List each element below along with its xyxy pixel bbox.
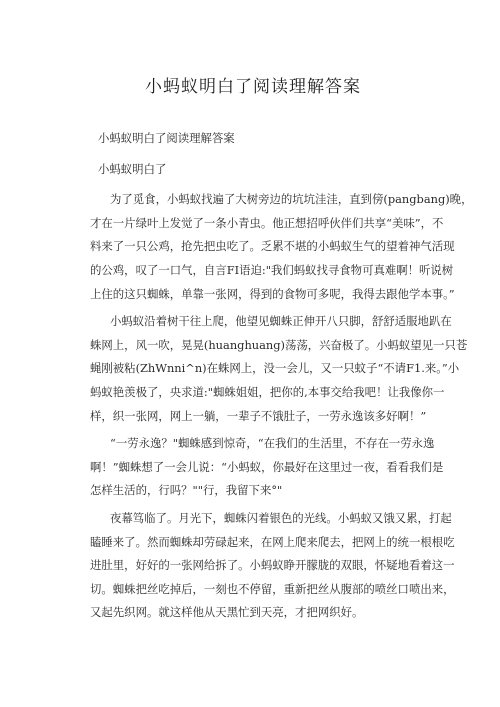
text-line: 蛛网上，风一吹，晃晃(huanghuang)荡荡，兴奋极了。小蚂蚁望见一只苍 (90, 337, 468, 352)
subtitle-story: 小蚂蚁明白了 (98, 161, 167, 176)
text-line: “一劳永逸？"蜘蛛感到惊奇，“在我们的生活里，不存在一劳永逸 (110, 436, 435, 451)
text-line: 蝇刚被粘(ZhWnni^n)在蛛网上，没一会儿，又一只蚊子“不请F1.来。”小 (90, 361, 460, 376)
text-line: 瞌睡来了。然而蜘蛛却劳碌起来，在网上爬来爬去，把网上的统一根根吃 (90, 534, 455, 549)
text-line: 又起先织网。就这样他从天黑忙到天亮，才把网织好。 (90, 605, 364, 620)
text-line: 小蚂蚁沿着树干往上爬，他望见蜘蛛正伸开八只脚，舒舒适服地趴在 (110, 314, 452, 329)
text-line: 为了觅食，小蚂蚁找遍了大树旁边的坑坑洼洼，直到傍(pangbang)晚， (110, 192, 473, 207)
text-line: 上住的这只蜘蛛，单靠一张网，得到的食物可多呢，我得去跟他学本事。” (90, 286, 455, 301)
paragraph-2 (90, 310, 468, 428)
text-line: 切。蜘蛛把丝吃掉后，一刻也不停留，重新把丝从腹部的喷丝口喷出来， (90, 581, 455, 596)
paragraph-3 (90, 432, 444, 503)
text-line: 料来了一只公鸡，抢先把虫吃了。乏累不堪的小蚂蚁生气的望着神气活现 (90, 239, 455, 254)
subtitle-answer: 小蚂蚁明白了阅读理解答案 (98, 131, 235, 145)
text-line: 夜幕笃临了。月光下，蜘蛛闪着银色的光线。小蚂蚁又饿又累，打起 (110, 510, 452, 525)
text-line: 的公鸡，叹了一口气，自言FI语迫:"我们蚂蚁找寻食物可真难啊！听说树 (90, 262, 454, 277)
paragraph-4 (90, 507, 455, 625)
text-line: 进肚里，好好的一张网给拆了。小蚂蚁睁开朦胧的双眼，怀疑地看着这一 (90, 558, 455, 573)
page-title: 小蚂蚁明白了阅读理解答案 (145, 77, 361, 97)
text-line: 啊！”蜘蛛想了一会儿说：“小蚂蚁，你最好在这里过一夜，看看我们是 (90, 459, 444, 474)
text-line: 怎样生活的，行吗？""行，我留下来°" (90, 483, 283, 498)
text-line: 蚂蚁艳羡极了，央求道:"蜘蛛姐姐，把你的,本事交给我吧！让我像你一 (90, 384, 445, 399)
paragraph-1 (90, 188, 473, 306)
text-line: 才在一片绿叶上发觉了一条小青虫。他正想招呼伙伴们共享“美味”，不 (90, 215, 444, 230)
text-line: 样，织一张网，网上一躺，一辈子不饿肚子，一劳永逸该多好啊！” (90, 408, 427, 423)
